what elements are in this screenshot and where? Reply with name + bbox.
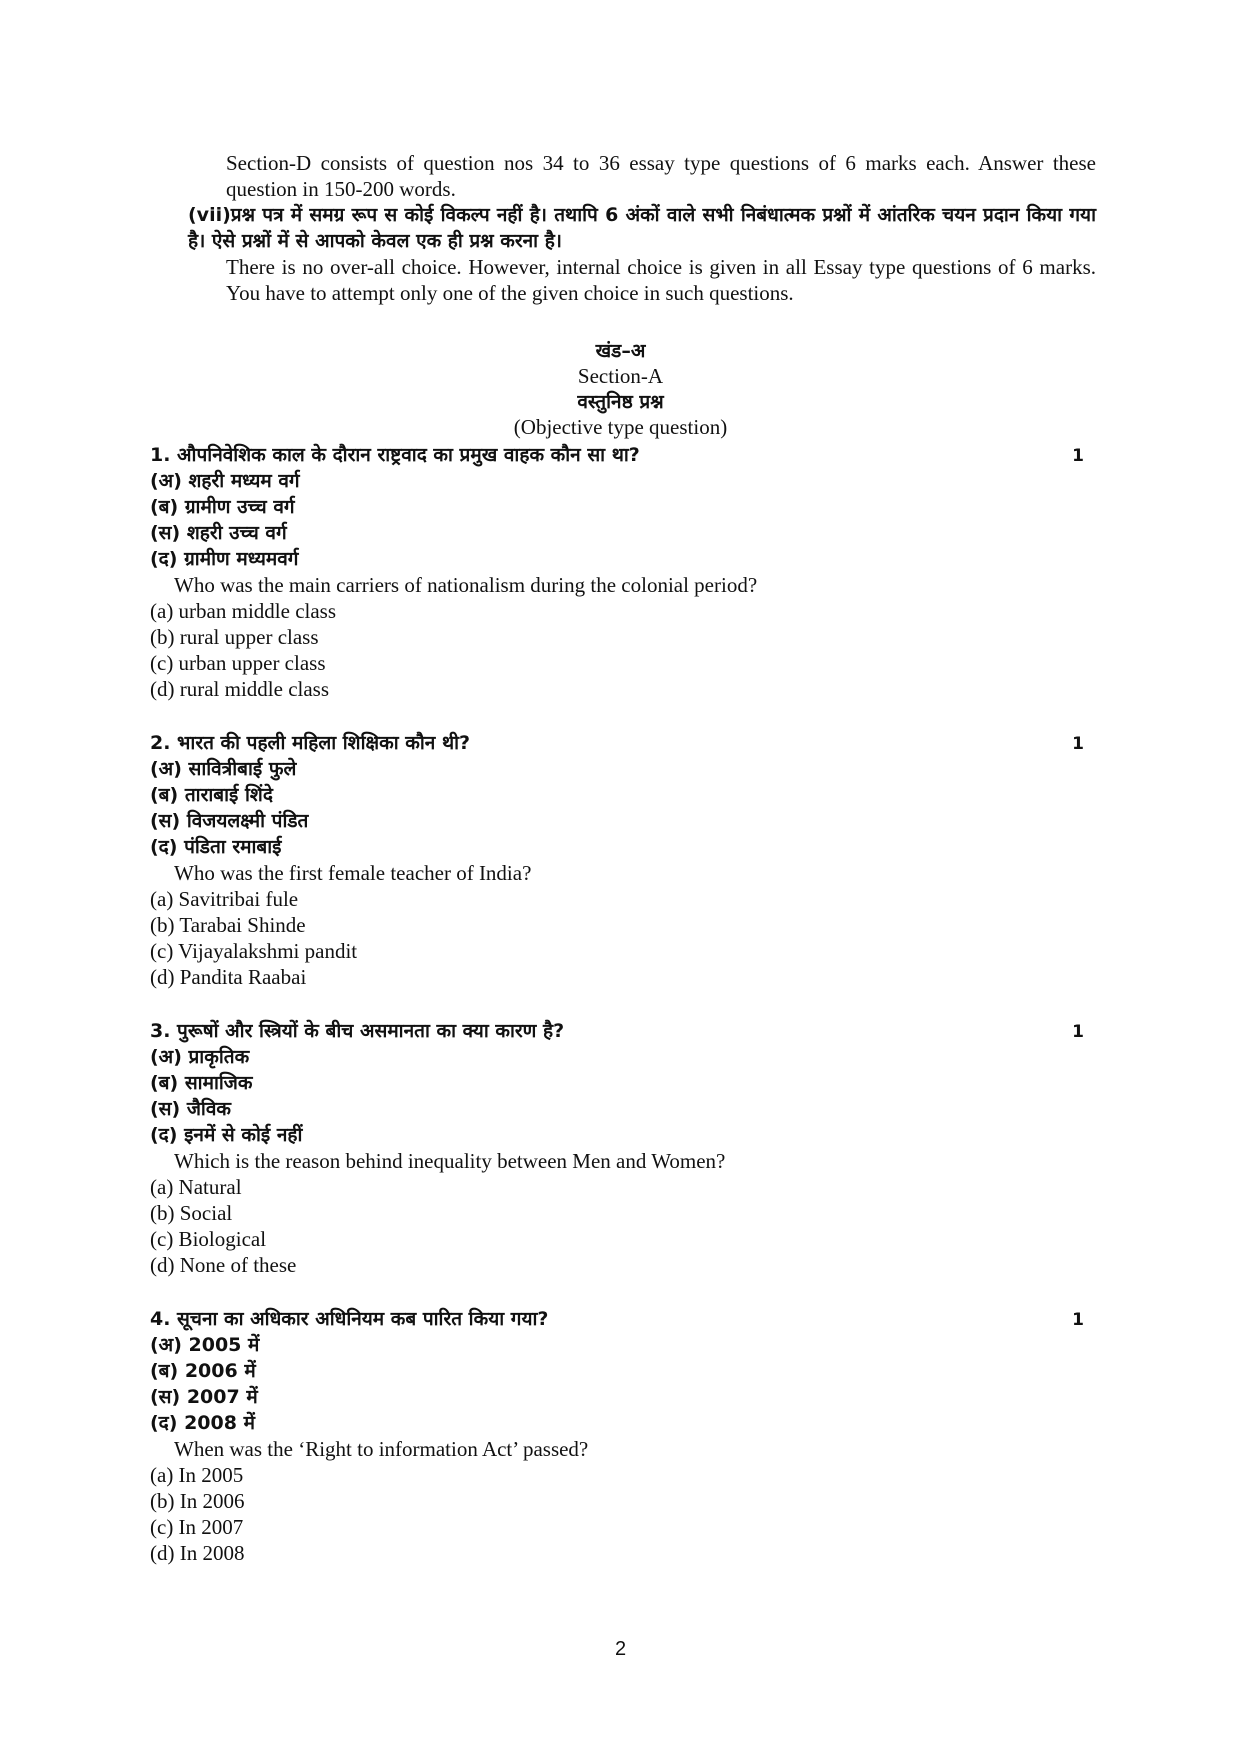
english-option: (b) Social [150,1201,233,1225]
section-d-instruction: Section-D consists of question nos 34 to 36 essay type questions of 6 marks each. Answer these question in 150-200 words. [226,151,1096,201]
english-option: (a) urban middle class [150,599,337,623]
english-option: (c) In 2007 [150,1515,244,1539]
question-english-text: When was the ‘Right to information Act’ passed? [174,1437,589,1461]
question-marks: 1 [1072,1022,1084,1042]
question-hindi-text: 2. भारत की पहली महिला शिक्षिका कौन थी? [150,732,471,754]
section-english-subtitle: (Objective type question) [513,415,728,439]
instructions-block [188,150,1096,306]
hindi-option: (द) इनमें से कोई नहीं [150,1124,303,1146]
question-english-text: Which is the reason behind inequality between Men and Women? [174,1149,726,1173]
english-option: (d) Pandita Raabai [150,965,307,989]
instruction-vii-english: There is no over-all choice. However, internal choice is given in all Essay type questions of 6 marks. You have to attempt only one of the given choice in such questions. [226,255,1096,305]
hindi-option: (अ) शहरी मध्यम वर्ग [150,470,300,492]
question-line [150,442,1090,468]
english-option: (a) Savitribai fule [150,887,299,911]
question-line [150,1306,1090,1332]
english-option: (c) Biological [150,1227,267,1251]
english-option: (b) rural upper class [150,625,319,649]
hindi-option: (अ) 2005 में [150,1334,260,1356]
page-number: 2 [614,1638,627,1660]
question-1 [150,442,1090,702]
hindi-option: (ब) सामाजिक [150,1072,253,1094]
question-english-text: Who was the first female teacher of India? [174,861,532,885]
hindi-option: (स) विजयलक्ष्मी पंडित [150,810,309,832]
english-option: (c) urban upper class [150,651,326,675]
section-hindi-subtitle: वस्तुनिष्ठ प्रश्न [577,391,664,413]
question-4 [150,1306,1090,1566]
question-hindi-text: 4. सूचना का अधिकार अधिनियम कब पारित किया गया? [150,1308,549,1330]
section-english-title: Section-A [577,364,664,388]
hindi-option: (द) पंडिता रमाबाई [150,836,282,858]
english-option: (c) Vijayalakshmi pandit [150,939,358,963]
question-2 [150,730,1090,990]
english-option: (d) None of these [150,1253,297,1277]
question-3 [150,1018,1090,1278]
english-option: (d) In 2008 [150,1541,245,1565]
hindi-option: (ब) ताराबाई शिंदे [150,784,273,806]
hindi-option: (स) 2007 में [150,1386,258,1408]
hindi-option: (ब) ग्रामीण उच्च वर्ग [150,496,295,518]
hindi-option: (स) जैविक [150,1098,232,1120]
hindi-option: (ब) 2006 में [150,1360,256,1382]
hindi-option: (स) शहरी उच्च वर्ग [150,522,287,544]
question-marks: 1 [1072,734,1084,754]
question-english-text: Who was the main carriers of nationalism during the colonial period? [174,573,758,597]
hindi-option: (अ) प्राकृतिक [150,1046,250,1068]
section-a-heading [0,338,1241,440]
question-hindi-text: 3. पुरूषों और स्त्रियों के बीच असमानता का क्या कारण है? [150,1020,565,1042]
english-option: (b) In 2006 [150,1489,245,1513]
hindi-option: (द) ग्रामीण मध्यमवर्ग [150,548,299,570]
question-marks: 1 [1072,1310,1084,1330]
hindi-option: (अ) सावित्रीबाई फुले [150,758,297,780]
section-hindi-title: खंड–अ [595,340,646,362]
english-option: (a) Natural [150,1175,242,1199]
english-option: (d) rural middle class [150,677,330,701]
instruction-vii-hindi: (vii)प्रश्न पत्र में समग्र रूप स कोई विकल्प नहीं है। तथापि 6 अंकों वाले सभी निबंधात्मक प्रश्नों में आंतरिक चयन प्रदान किया गया है। ऐसे प्रश्नों में से आपको केवल एक ही प्रश्न करना है। [188,204,1096,252]
question-marks: 1 [1072,446,1084,466]
question-line [150,1018,1090,1044]
question-hindi-text: 1. औपनिवेशिक काल के दौरान राष्ट्रवाद का प्रमुख वाहक कौन सा था? [150,444,640,466]
english-option: (b) Tarabai Shinde [150,913,306,937]
question-line [150,730,1090,756]
english-option: (a) In 2005 [150,1463,244,1487]
hindi-option: (द) 2008 में [150,1412,255,1434]
